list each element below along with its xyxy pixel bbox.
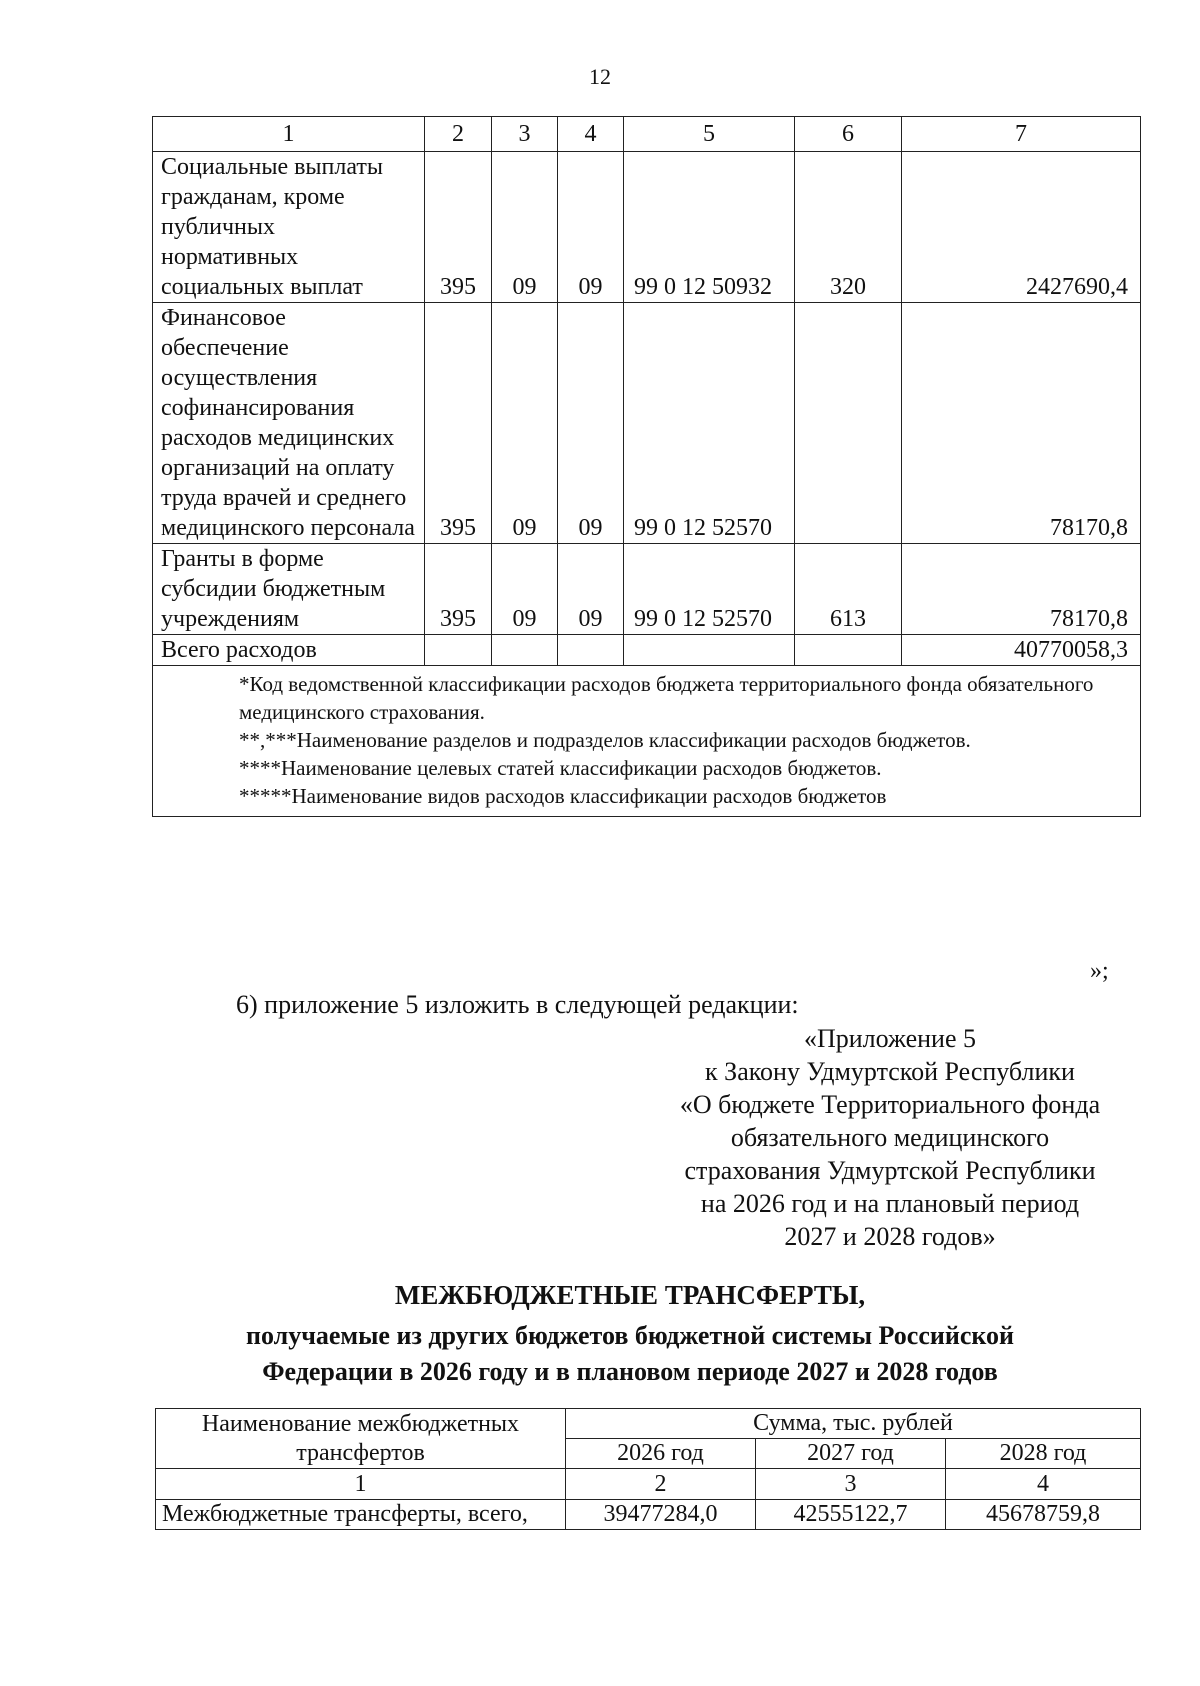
column-number-row [156,1469,1141,1500]
page-number: 12 [589,64,611,89]
department-code: 395 [425,152,492,303]
header-row [156,1409,1141,1439]
expense-type-code: 613 [795,544,902,635]
appendix-line: обязательного медицинского [730,1123,1050,1152]
name-column-header: Наименование межбюджетных трансфертов [156,1409,566,1469]
appendix-line: к Закону Удмуртской Республики [705,1057,1075,1086]
total-label: Всего расходов [153,635,425,666]
section-code: 09 [492,544,558,635]
section-code: 09 [492,152,558,303]
year-header: 2028 год [946,1439,1141,1469]
footnote: *Код ведомственной классификации расходов бюджета территориального фонда обязательного медицинского страхования. [239,672,1094,724]
column-number: 4 [558,117,624,152]
transfer-amount: 45678759,8 [946,1500,1141,1530]
expense-type-code: 320 [795,152,902,303]
section-title: МЕЖБЮДЖЕТНЫЕ ТРАНСФЕРТЫ, [394,1280,866,1310]
column-number: 3 [756,1469,946,1500]
column-number: 1 [156,1469,566,1500]
target-code: 99 0 12 52570 [624,303,795,544]
column-number: 1 [153,117,425,152]
expense-name: Социальные выплаты гражданам, кроме публичных нормативных социальных выплат [153,152,425,303]
table-row [153,303,1141,544]
transfer-amount: 42555122,7 [756,1500,946,1530]
department-code: 395 [425,303,492,544]
amendment-text: 6) приложение 5 изложить в следующей редакции: [236,990,799,1019]
table-row [153,152,1141,303]
column-number: 7 [902,117,1141,152]
footnotes [153,666,1141,817]
footnote: ****Наименование целевых статей классификации расходов бюджетов. [239,756,882,780]
year-header: 2026 год [566,1439,756,1469]
header-row [153,117,1141,152]
subsection-code: 09 [558,152,624,303]
expense-amount: 78170,8 [902,544,1141,635]
table-row [153,544,1141,635]
expense-type-code [795,303,902,544]
column-number: 3 [492,117,558,152]
expense-amount: 78170,8 [902,303,1141,544]
sum-column-header: Сумма, тыс. рублей [566,1409,1141,1439]
transfer-name: Межбюджетные трансферты, всего, [156,1500,566,1530]
year-header: 2027 год [756,1439,946,1469]
total-row [153,635,1141,666]
column-number: 4 [946,1469,1141,1500]
expense-amount: 2427690,4 [902,152,1141,303]
appendix-line: «О бюджете Территориального фонда [679,1090,1101,1119]
appendix-line: 2027 и 2028 годов» [784,1222,996,1251]
expense-table [152,116,1141,817]
appendix-line: на 2026 год и на плановый период [700,1189,1080,1218]
expense-name: Финансовое обеспечение осуществления софинансирования расходов медицинских организаций на оплату труда врачей и среднего медицинского персонала [153,303,425,544]
column-number: 2 [425,117,492,152]
footnote: *****Наименование видов расходов классификации расходов бюджетов [239,784,887,808]
column-number: 6 [795,117,902,152]
appendix-line: страхования Удмуртской Республики [684,1156,1096,1185]
footnote: **,***Наименование разделов и подразделов классификации расходов бюджетов. [239,728,971,752]
department-code: 395 [425,544,492,635]
subsection-code: 09 [558,303,624,544]
appendix-header [650,1022,1130,1253]
column-number: 5 [624,117,795,152]
section-code: 09 [492,303,558,544]
section-subtitle: получаемые из других бюджетов бюджетной системы Российской Федерации в 2026 году и в плановом периоде 2027 и 2028 годов [245,1321,1014,1386]
table-row [156,1500,1141,1530]
target-code: 99 0 12 50932 [624,152,795,303]
column-number: 2 [566,1469,756,1500]
subsection-code: 09 [558,544,624,635]
transfer-amount: 39477284,0 [566,1500,756,1530]
transfers-table [155,1408,1141,1530]
total-amount: 40770058,3 [902,635,1141,666]
closing-quote: »; [1090,958,1109,984]
expense-name: Гранты в форме субсидии бюджетным учреждениям [153,544,425,635]
appendix-line: «Приложение 5 [803,1024,977,1053]
footnotes-row [153,666,1141,817]
target-code: 99 0 12 52570 [624,544,795,635]
